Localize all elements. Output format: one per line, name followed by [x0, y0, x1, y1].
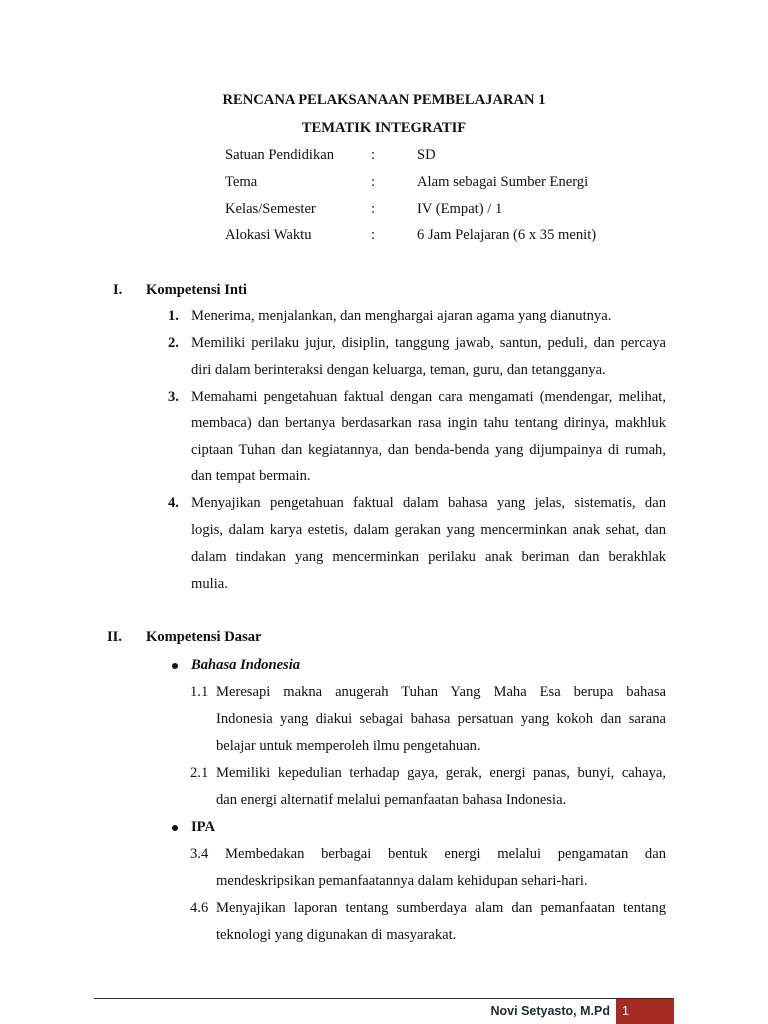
section-heading: Kompetensi Inti [146, 282, 247, 298]
identity-colon: : [371, 201, 376, 217]
subject-heading: IPA [191, 819, 216, 835]
bullet-icon [172, 663, 178, 669]
identity-value: SD [417, 147, 436, 163]
list-item-line: dan tempat bermain. [191, 468, 311, 484]
competency-number: 1.1 [190, 684, 209, 700]
list-item-line: membaca) dan bertanya berdasarkan rasa ingin tahu tentang dirinya, makhluk [191, 415, 666, 431]
identity-colon: : [371, 227, 376, 243]
list-item-line: Menyajikan pengetahuan faktual dalam bahasa yang jelas, sistematis, dan [191, 495, 666, 511]
competency-line: Menyajikan laporan tentang sumberdaya alam dan pemanfaatan tentang [216, 900, 666, 916]
bullet-icon [172, 825, 178, 831]
list-item-number: 1. [168, 308, 179, 324]
list-item-number: 4. [168, 495, 179, 511]
list-item-line: logis, dalam karya estetis, dalam gerakan yang mencerminkan anak sehat, dan [191, 522, 666, 538]
footer-author: Novi Setyasto, M.Pd [490, 1004, 610, 1018]
footer-divider [94, 998, 674, 999]
section-numeral: I. [113, 282, 123, 298]
page-number-badge [616, 999, 674, 1024]
identity-label: Alokasi Waktu [225, 227, 312, 243]
section-heading: Kompetensi Dasar [146, 629, 262, 645]
competency-number: 4.6 [190, 900, 209, 916]
identity-value: IV (Empat) / 1 [417, 201, 503, 217]
document-subtitle: TEMATIK INTEGRATIF [301, 120, 467, 136]
list-item-number: 2. [168, 335, 179, 351]
list-item-line: Memahami pengetahuan faktual dengan cara mengamati (mendengar, melihat, [191, 389, 666, 405]
competency-number: 3.4 [190, 846, 209, 862]
document-title: RENCANA PELAKSANAAN PEMBELAJARAN 1 [222, 92, 546, 108]
competency-number: 2.1 [190, 765, 209, 781]
section-numeral: II. [107, 629, 123, 645]
competency-line: Meresapi makna anugerah Tuhan Yang Maha Esa berupa bahasa [216, 684, 666, 700]
identity-label: Kelas/Semester [225, 201, 316, 217]
competency-line: belajar untuk memperoleh ilmu pengetahuan. [216, 738, 481, 754]
identity-value: Alam sebagai Sumber Energi [417, 174, 589, 190]
identity-value: 6 Jam Pelajaran (6 x 35 menit) [417, 227, 597, 243]
list-item-line: Memiliki perilaku jujur, disiplin, tanggung jawab, santun, peduli, dan percaya [191, 335, 666, 351]
identity-label: Tema [225, 174, 258, 190]
competency-line: Indonesia yang diakui sebagai bahasa persatuan yang kokoh dan sarana [216, 711, 666, 727]
page-number: 1 [622, 1004, 629, 1018]
identity-label: Satuan Pendidikan [225, 147, 335, 163]
competency-line: teknologi yang digunakan di masyarakat. [216, 927, 457, 943]
competency-line: Memiliki kepedulian terhadap gaya, gerak, energi panas, bunyi, cahaya, [216, 765, 666, 781]
list-item-line: mulia. [191, 576, 228, 592]
list-item-line: diri dalam berinteraksi dengan keluarga, teman, guru, dan tetangganya. [191, 362, 606, 378]
subject-heading: Bahasa Indonesia [191, 657, 301, 673]
identity-colon: : [371, 147, 376, 163]
list-item-line: dalam tindakan yang mencerminkan perilaku anak beriman dan berakhlak [191, 549, 666, 565]
competency-line: Membedakan berbagai bentuk energi melalui pengamatan dan [225, 846, 666, 862]
competency-line: mendeskripsikan pemanfaatannya dalam kehidupan sehari-hari. [216, 873, 588, 889]
identity-colon: : [371, 174, 376, 190]
list-item-line: ciptaan Tuhan dan kegiatannya, dan benda-benda yang dijumpainya di rumah, [191, 442, 666, 458]
competency-line: dan energi alternatif melalui pemanfaatan bahasa Indonesia. [216, 792, 567, 808]
list-item-line: Menerima, menjalankan, dan menghargai ajaran agama yang dianutnya. [191, 308, 612, 324]
list-item-number: 3. [168, 389, 179, 405]
